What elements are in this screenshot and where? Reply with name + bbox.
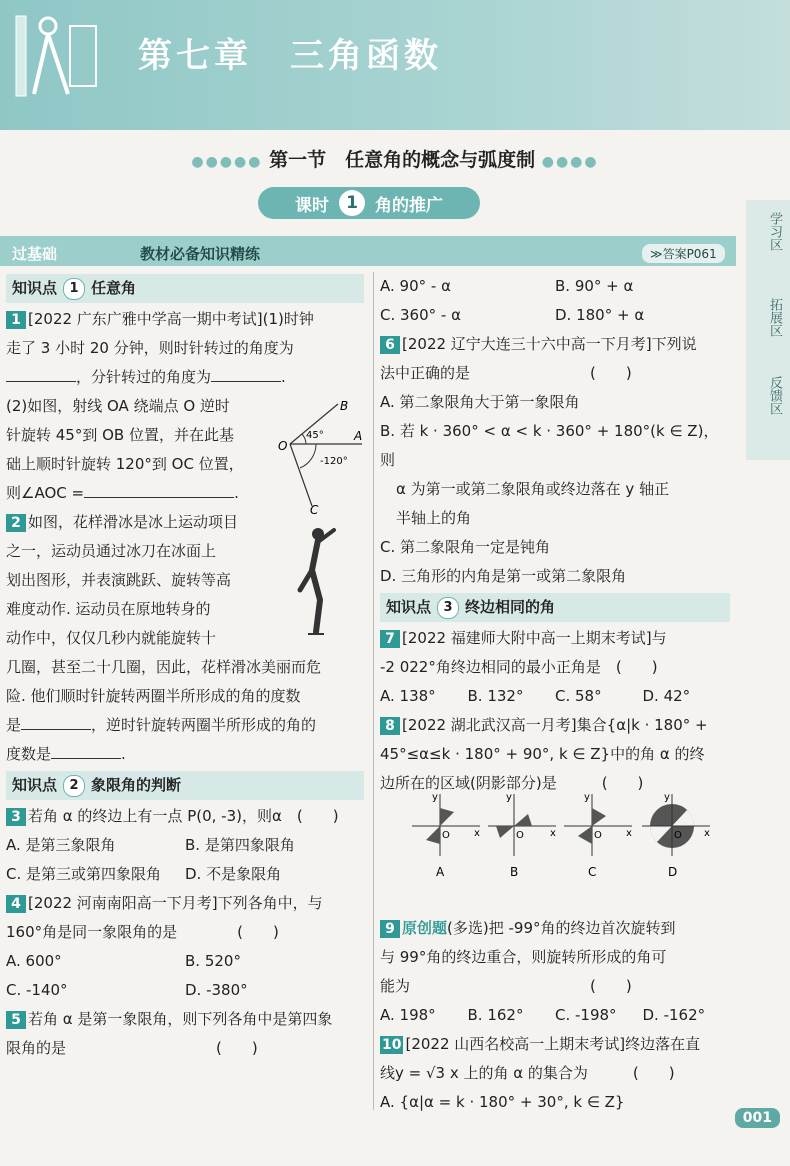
q1-line7: 则∠AOC = . (6, 484, 239, 502)
q5-line2: 限角的是 ( ) (6, 1039, 258, 1057)
q1-text: [2022 广东广雅中学高一期中考试](1)时钟 (28, 310, 314, 328)
option-a[interactable]: A. 600° (6, 952, 62, 970)
option-c[interactable]: C. 58° (555, 687, 602, 705)
origin: O (516, 830, 524, 841)
q1-line5: 针旋转 45°到 OB 位置，并在此基 (6, 426, 234, 444)
q6-option-d[interactable]: D. 三角形的内角是第一或第二象限角 (380, 567, 627, 585)
strip-label: 过基础 (12, 245, 58, 263)
kp-number: 2 (63, 775, 85, 797)
q10-text: [2022 山西名校高一上期末考试]终边落在直 (405, 1035, 701, 1053)
fig-label-d[interactable]: D (668, 865, 678, 879)
q3-text: 若角 α 的终边上有一点 P(0, -3)，则α ( ) (28, 807, 339, 825)
q2-line8 (6, 711, 364, 740)
ruler-compass-icon (8, 6, 104, 102)
q6-option-a[interactable]: A. 第二象限角大于第一象限角 (380, 393, 580, 411)
axis-y: y (584, 792, 590, 803)
tab-feedback[interactable]: 反馈区 (767, 376, 782, 415)
region-figures (410, 786, 720, 881)
option-d[interactable]: D. 不是象限角 (185, 865, 282, 883)
kp-number: 1 (63, 278, 85, 300)
knowledge-point-2 (6, 771, 364, 800)
blank[interactable] (51, 744, 121, 759)
strip-title: 教材必备知识精练 (140, 245, 261, 263)
axis-y: y (664, 792, 670, 803)
section-title: 第一节 任意角的概念与弧度制 (269, 149, 536, 171)
q8-text: [2022 湖北武汉高一月考]集合{α|k · 180° + (402, 716, 708, 734)
q2-text: 是 (6, 716, 22, 734)
right-column (380, 272, 730, 1117)
q10-number: 10 (382, 1037, 402, 1053)
q2-line9: 度数是 . (6, 745, 126, 763)
chapter-banner (0, 0, 790, 130)
q10-option-a[interactable]: A. {α|α = k · 180° + 30°, k ∈ Z} (380, 1093, 625, 1111)
option-c[interactable]: C. 360° - α (380, 306, 461, 324)
option-a[interactable]: A. 138° (380, 687, 436, 705)
q3-options (6, 831, 364, 889)
q4-number: 4 (6, 895, 26, 913)
q2-line2: 之一，运动员通过冰刀在冰面上 (6, 542, 217, 560)
q8-line2: 45°≤α≤k · 180° + 90°, k ∈ Z}中的角 α 的终 (380, 745, 705, 763)
q1-line4: (2)如图，射线 OA 绕端点 O 逆时 (6, 397, 230, 415)
q9-text: (多选)把 -99°角的终边首次旋转到 (447, 919, 676, 937)
kp-title: 象限角的判断 (91, 776, 182, 794)
axis-x: x (704, 828, 710, 839)
q10-line2: 线y = √3 x 上的角 α 的集合为 ( ) (380, 1064, 675, 1082)
kp-number: 3 (437, 597, 459, 619)
axis-y: y (432, 792, 438, 803)
kp-title: 任意角 (91, 279, 137, 297)
q1-line2: 走了 3 小时 20 分钟，则时针转过的角度为 (6, 339, 294, 357)
tab-extend[interactable]: 拓展区 (767, 298, 782, 337)
label-a: A (354, 429, 363, 443)
blank[interactable] (84, 483, 234, 498)
section-title-row (0, 145, 790, 172)
column-divider (373, 272, 374, 1110)
origin: O (674, 830, 682, 841)
page-number: 001 (735, 1108, 780, 1128)
q6-option-b2: α 为第一或第二象限角或终边落在 y 轴正 (396, 480, 670, 498)
option-b[interactable]: B. 132° (467, 687, 524, 705)
blank[interactable] (21, 715, 91, 730)
q1-line1 (6, 305, 364, 334)
basics-strip (0, 236, 736, 266)
q4-options (6, 947, 364, 1005)
ray-oc (290, 444, 312, 506)
q6-line2: 法中正确的是 ( ) (380, 364, 632, 382)
q8-number: 8 (380, 717, 400, 735)
chapter-title: 第七章 三角函数 (138, 36, 442, 76)
label-b: B (340, 399, 349, 413)
option-c[interactable]: C. -198° (555, 1006, 617, 1024)
q7-line2: -2 022°角终边相同的最小正角是 ( ) (380, 658, 658, 676)
q2-text: 如图，花样滑冰是冰上运动项目 (28, 513, 239, 531)
q9-options (380, 1001, 730, 1030)
q8-line3: 边所在的区域(阴影部分)是 ( ) (380, 774, 644, 792)
option-d[interactable]: D. -162° (642, 1006, 706, 1024)
q7-line1 (380, 624, 730, 653)
q6-option-b1[interactable]: B. 若 k · 360° < α < k · 360° + 180°(k ∈ Z)，则 (380, 422, 719, 469)
q7-number: 7 (380, 630, 400, 648)
option-a[interactable]: A. 198° (380, 1006, 436, 1024)
fig-label-b[interactable]: B (510, 865, 519, 879)
figure-skater-image (290, 520, 350, 640)
q1-text: . (281, 368, 286, 386)
option-b[interactable]: B. 162° (467, 1006, 524, 1024)
fig-label-c[interactable]: C (588, 865, 597, 879)
lesson-pill (258, 187, 480, 219)
q2-line5: 动作中，仅仅几秒内就能旋转十 (6, 629, 217, 647)
option-d[interactable]: D. 42° (642, 687, 691, 705)
angle-figure (276, 398, 368, 516)
q8-line1 (380, 711, 730, 740)
q9-line2: 与 99°角的终边重合，则旋转所形成的角可 (380, 948, 667, 966)
figure-c (564, 792, 632, 879)
side-tabs (746, 200, 790, 460)
label-o: O (278, 439, 288, 453)
q3-number: 3 (6, 808, 26, 826)
lesson-title: 角的推广 (375, 195, 443, 216)
q4-text: [2022 河南南阳高一下月考]下列各角中，与 (28, 894, 323, 912)
q10-line1 (380, 1030, 730, 1059)
axis-x: x (626, 828, 632, 839)
q1-line3 (6, 363, 364, 392)
option-d[interactable]: D. 180° + α (555, 306, 645, 324)
lesson-label: 课时 (295, 195, 329, 216)
figure-a (412, 792, 480, 879)
q7-options (380, 682, 730, 711)
q3-stem (6, 802, 364, 831)
q9-line1 (380, 914, 730, 943)
dots-right: ●●●● (541, 154, 599, 170)
original-tag: 原创题 (402, 919, 448, 937)
kp-label: 知识点 (12, 279, 58, 297)
q6-option-c[interactable]: C. 第二象限角一定是钝角 (380, 538, 551, 556)
knowledge-point-3 (380, 593, 730, 622)
label-120: -120° (320, 456, 348, 467)
answer-reference[interactable]: ≫答案P061 (642, 244, 725, 263)
axis-x: x (474, 828, 480, 839)
q1-number: 1 (6, 311, 26, 329)
origin: O (442, 830, 450, 841)
q2-number: 2 (6, 514, 26, 532)
q2-line4: 难度动作. 运动员在原地转身的 (6, 600, 211, 618)
option-c[interactable]: C. 是第三或第四象限角 (6, 865, 162, 883)
q1-line6: 础上顺时针旋转 120°到 OC 位置， (6, 455, 244, 473)
axis-x: x (550, 828, 556, 839)
q2-line6: 几圈，甚至二十几圈，因此，花样滑冰美丽而危 (6, 658, 322, 676)
q5-text: 若角 α 是第一象限角，则下列各角中是第四象 (28, 1010, 333, 1028)
q2-line7: 险. 他们顺时针旋转两圈半所形成的角的度数 (6, 687, 301, 705)
option-a[interactable]: A. 是第三象限角 (6, 836, 116, 854)
fig-label-a[interactable]: A (436, 865, 445, 879)
option-b[interactable]: B. 90° + α (555, 277, 634, 295)
q2-text: 度数是 (6, 745, 52, 763)
q4-line1 (6, 889, 364, 918)
option-a[interactable]: A. 90° - α (380, 277, 451, 295)
q2-text: ，逆时针旋转两圈半所形成的角的 (91, 716, 317, 734)
q7-text: [2022 福建师大附中高一上期末考试]与 (402, 629, 667, 647)
figure-d (642, 792, 710, 879)
label-c: C (310, 503, 319, 516)
option-d[interactable]: D. -380° (185, 981, 248, 999)
knowledge-point-1 (6, 274, 364, 303)
figure-b (488, 792, 556, 879)
dots-left: ●●●●● (191, 154, 263, 170)
q6-text: [2022 辽宁大连三十六中高一下月考]下列说 (402, 335, 697, 353)
q6-number: 6 (380, 336, 400, 354)
q6-line1 (380, 330, 730, 359)
q5-number: 5 (6, 1011, 26, 1029)
q1-text: 则∠AOC = (6, 484, 85, 502)
q4-line2: 160°角是同一象限角的是 ( ) (6, 923, 279, 941)
kp-label: 知识点 (386, 598, 432, 616)
q2-line3: 划出图形，并表演跳跃、旋转等高 (6, 571, 232, 589)
kp-title: 终边相同的角 (465, 598, 556, 616)
label-45: 45° (306, 430, 324, 441)
q5-line1 (6, 1005, 364, 1034)
axis-y: y (506, 792, 512, 803)
option-c[interactable]: C. -140° (6, 981, 68, 999)
blank[interactable] (6, 367, 76, 382)
lesson-number: 1 (339, 190, 365, 216)
tab-study[interactable]: 学习区 (767, 212, 782, 251)
blank[interactable] (211, 367, 281, 382)
q9-number: 9 (380, 920, 400, 938)
q6-option-b3: 半轴上的角 (396, 509, 472, 527)
arc-120 (300, 444, 316, 468)
q9-line3: 能为 ( ) (380, 977, 632, 995)
left-column (6, 272, 364, 1063)
q5-options (380, 272, 730, 330)
option-b[interactable]: B. 520° (185, 952, 241, 970)
option-b[interactable]: B. 是第四象限角 (185, 836, 295, 854)
kp-label: 知识点 (12, 776, 58, 794)
q1-text: ，分针转过的角度为 (76, 368, 212, 386)
origin: O (594, 830, 602, 841)
